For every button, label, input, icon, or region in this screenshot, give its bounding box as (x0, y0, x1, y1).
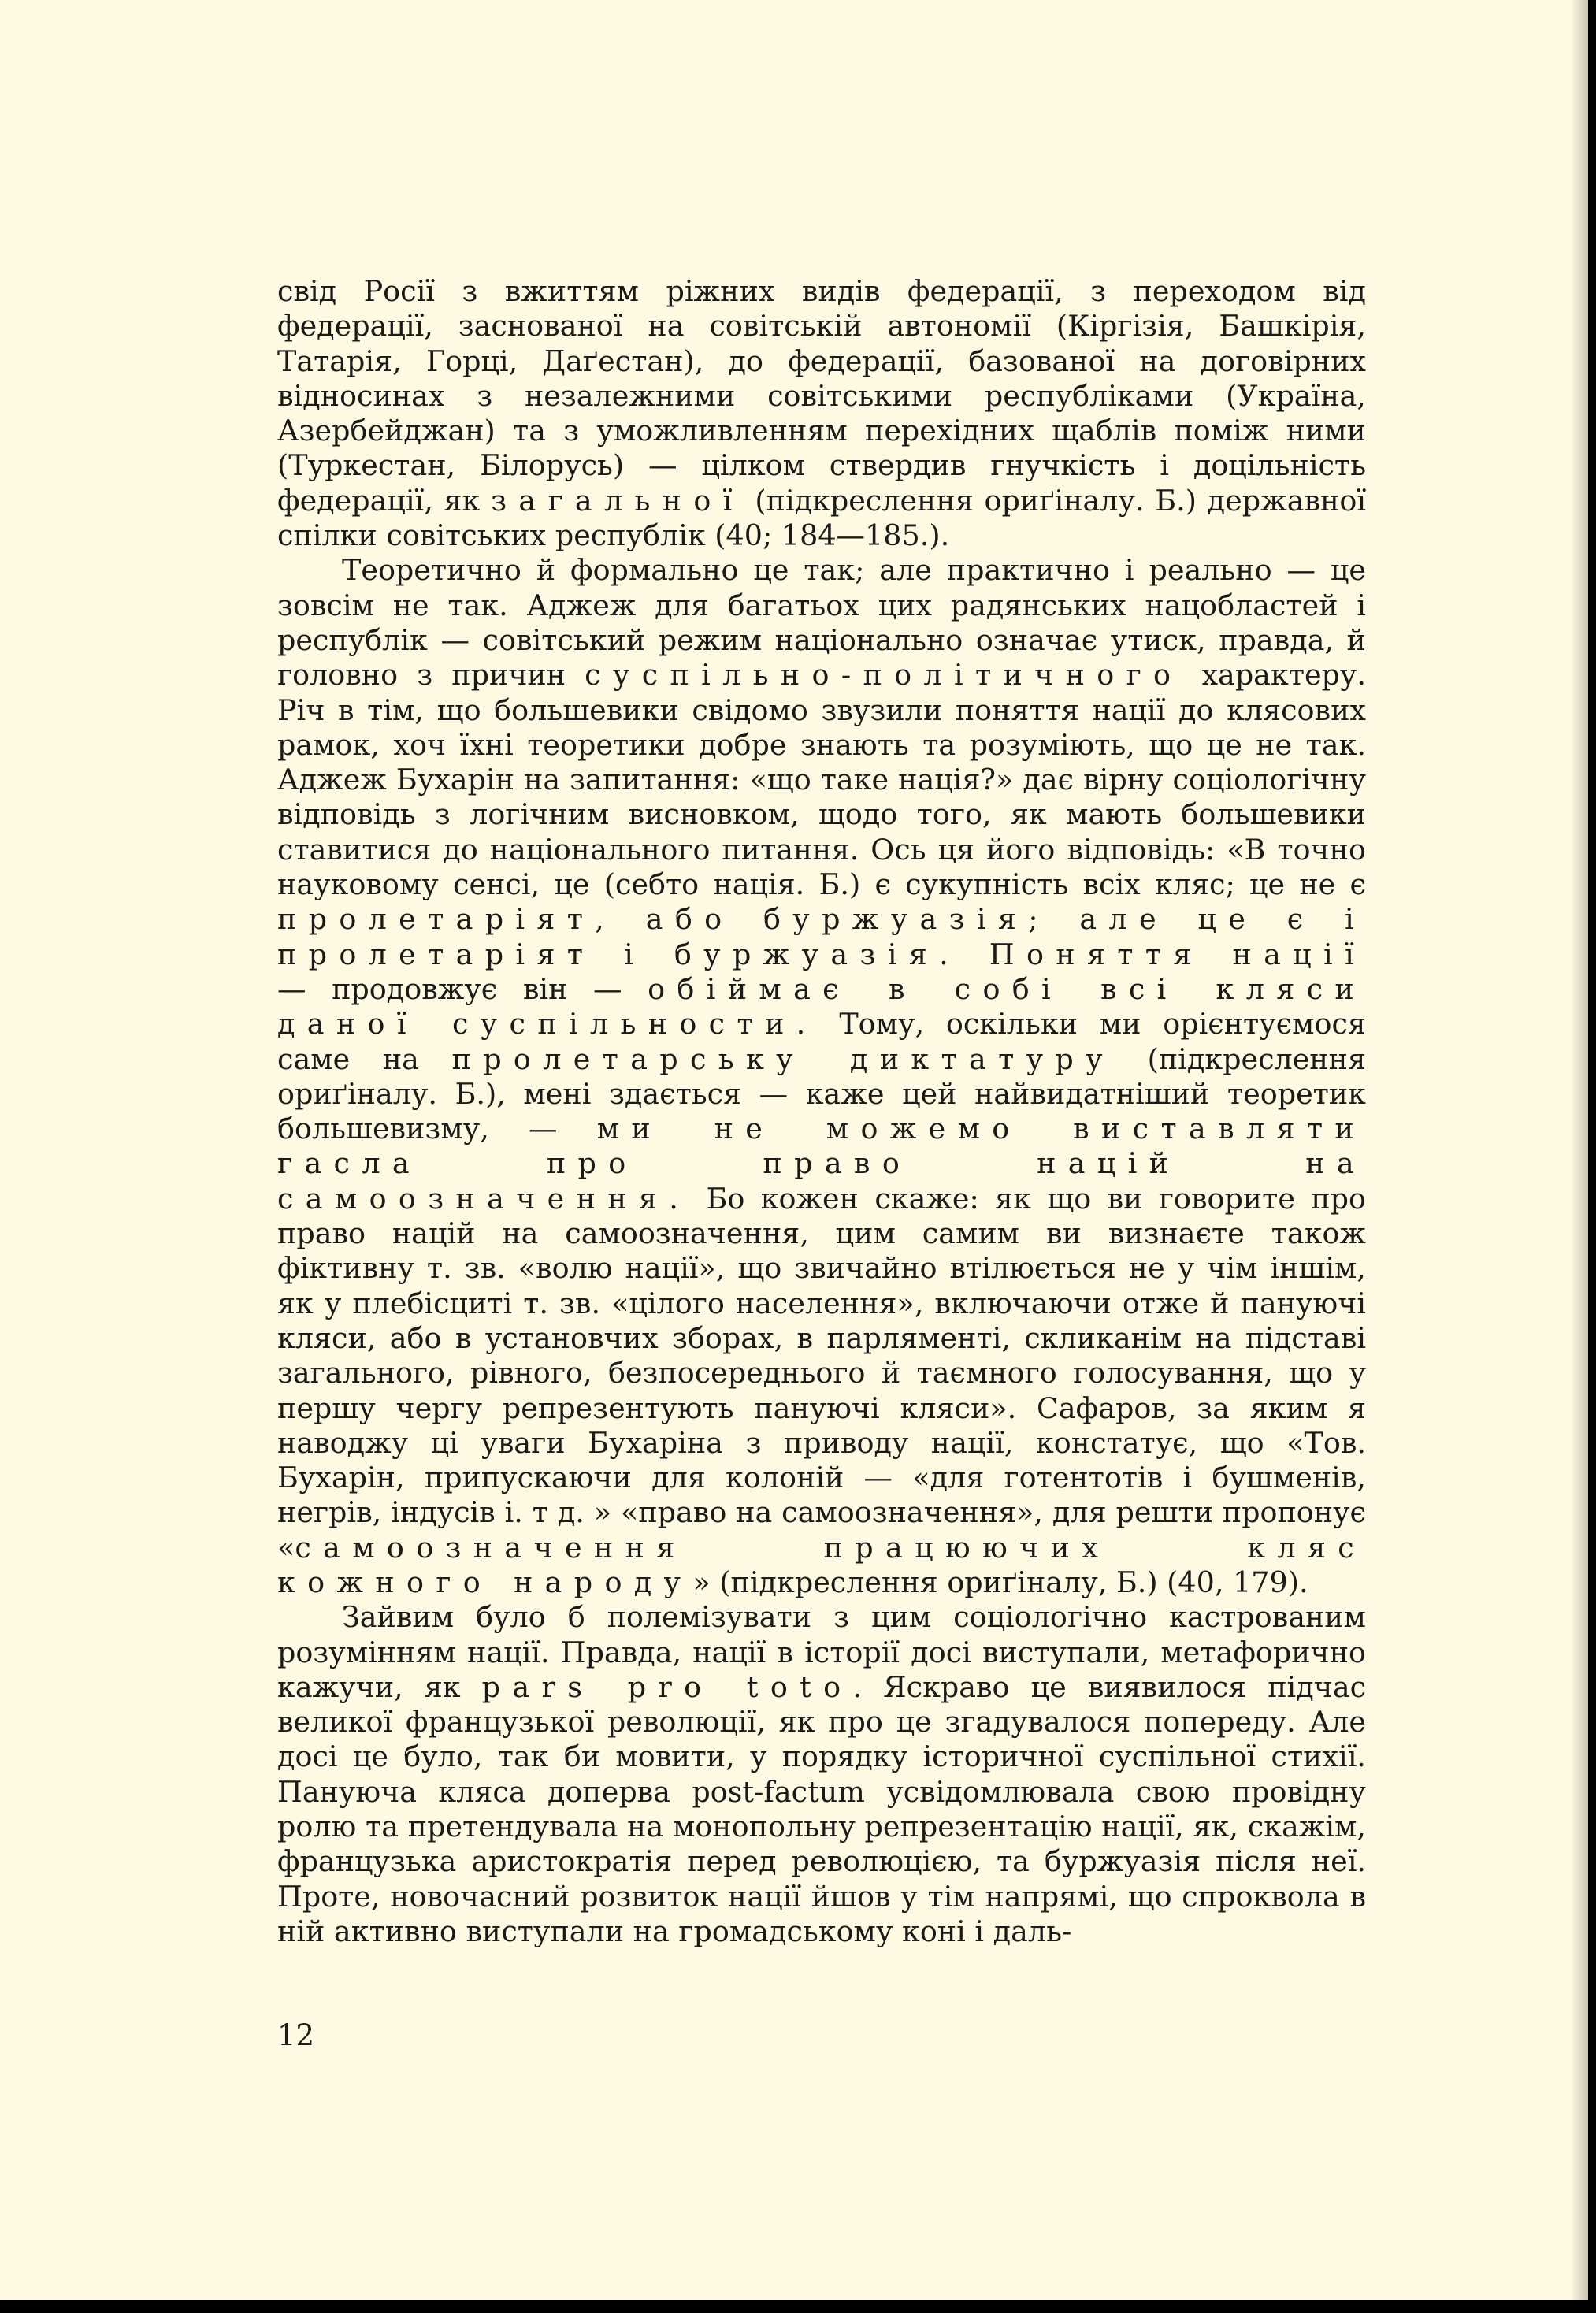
spaced-emphasis: пролетарську диктатуру (451, 1041, 1115, 1076)
text-run: характеру. Річ в тім, що большевики свідомо звузили поняття нації до клясових рамок, хоч їхні теоретики добре знають та розуміють, що це не так. Аджеж Бухарін на запитання: «що таке нація?» дає вірну соціологічну відповідь з логічним висновком, щодо того, як мають большевики ставитися до національного питання. Ось ця його відповідь: «В точно науковому сенсі, це (себто нація. Б.) є сукупність всіх кляс; це не є (277, 658, 1366, 902)
spaced-emphasis: самоозначення працюючих кляс кожного народу (277, 1530, 1366, 1599)
spaced-emphasis: ми не можемо виставляти гасла про право націй на самоозначення. (277, 1112, 1367, 1216)
page-edge-shadow (1571, 0, 1588, 2300)
text-run: — продовжує він — (277, 971, 648, 1006)
text-run: Бо кожен скаже: як що ви говорите про право націй на самоозначення, цим самим ви визнаєте також фіктивну т. зв. «волю нації», що звичайно втілюється не у чім іншім, як у плебісциті т. зв. «цілого населення», включаючи отже й пануючі кляси, або в установчих зборах, в парляменті, скликанім на підставі загального, рівного, безпосереднього й таємного голосування, що у першу чергу репрезентують пануючі кляси». Сафаров, за яким я наводжу ці уваги Бухаріна з приводу нації, констатує, що «Тов. Бухарін, припускаючи для колоній — «для готентотів і бушменів, негрів, індусів і. т д. » «право на самоозначення», для решти пропонує « (277, 1181, 1366, 1565)
paragraph-p3 (277, 1600, 1366, 1949)
text-run: свід Росії з вжиттям ріжних видів федерації, з переходом від федерації, заснованої на совітській автономії (Кіргізія, Башкірія, Татарія, Горці, Даґестан), до федерації, базованої на договірних відносинах з незалежними совітськими республіками (Україна, Азербейджан) та з уможливленням перехідних щаблів поміж ними (Туркестан, Білорусь) — цілком ствердив гнучкість і доцільність федерації, як (277, 274, 1366, 518)
spaced-emphasis: загальної (491, 483, 744, 518)
text-run: » (підкреслення ориґіналу, Б.) (40, 179). (692, 1565, 1308, 1599)
text-run: . Яскраво це виявилося підчас великої французької революції, як про це згадувалося попереду. Але досі це було, так би мовити, у порядку історичної суспільної стихії. Пануюча кляса допервa post-factum усвідомлювала свою провідну ролю та претендувала на монопольну репрезентацію нації, як, скажім, французька аристократія перед революцією, та буржуазія після неї. Проте, новочасний розвиток нації йшов у тім напрямі, що спроквола в ній активно виступали на громадському коні і даль- (277, 1669, 1367, 1948)
spaced-emphasis: суспільно-політичного (585, 658, 1183, 692)
spaced-emphasis: обіймає в собі всі кляси даної суспільности. (277, 971, 1367, 1041)
paragraph-p2 (277, 553, 1366, 1600)
body-text (277, 274, 1366, 1949)
text-run: Тому, оскільки ми орієнтуємося саме на (277, 1007, 1366, 1076)
text-run: (підкреслення ориґіналу. Б.) державної спілки совітських республік (40; 184—185.). (277, 483, 1366, 553)
spaced-emphasis: pars pro toto (481, 1669, 853, 1704)
text-run: Теоретично й формально це так; але практично і реально — це зовсім не так. Аджеж для багатьох цих радянських нацобластей і республік — совітський режим національно означає утиск, правда, й головно з причин (277, 553, 1366, 692)
page-number: 12 (277, 2018, 315, 2052)
spaced-emphasis: пролетаріят, або буржуазія; але це є і пролетаріят і буржуазія. Поняття нації (277, 902, 1366, 971)
text-run: Зайвим було б полемізувати з цим соціологічно кастрованим розумінням нації. Правда, нації в історії досі виступали, метафорично кажучи, як (277, 1600, 1366, 1704)
paragraph-p1 (277, 274, 1366, 553)
text-run: (підкреслення ориґіналу. Б.), мені здається — каже цей найвидатніший теоретик большевизму, — (277, 1041, 1366, 1146)
